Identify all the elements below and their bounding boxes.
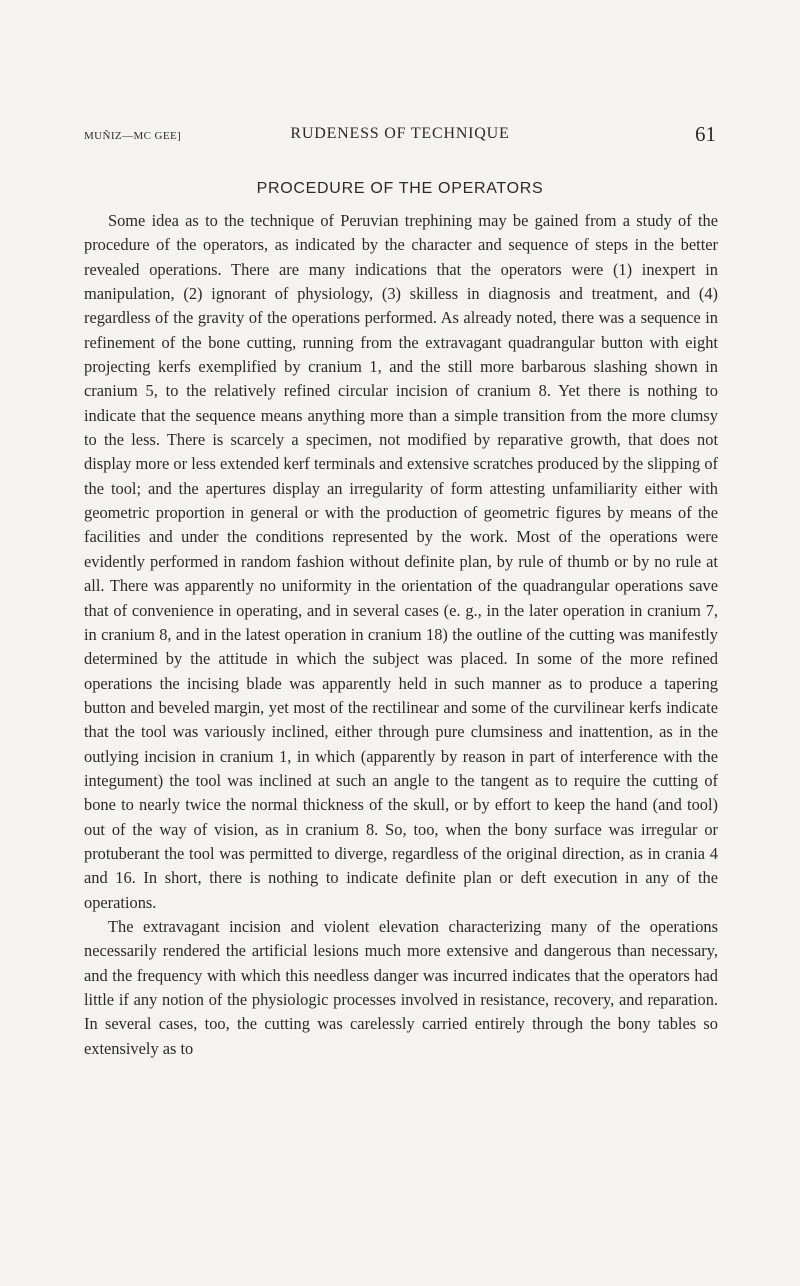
running-head: [84, 122, 716, 150]
page-number: 61: [695, 122, 716, 146]
paragraph-2: The extravagant incision and violent elevation characterizing many of the operations necessarily rendered the artificial lesions much more extensive and dangerous than necessary, and the frequency with which this needless danger was incurred indicates that the operators had little if any notion of the physiologic processes involved in resistance, recovery, and reparation. In several cases, too, the cutting was carelessly carried entirely through the bony tables so extensively as to: [84, 916, 718, 1058]
running-head-title: RUDENESS OF TECHNIQUE: [290, 125, 510, 142]
paragraph-1: Some idea as to the technique of Peruvian trephining may be gained from a study of the procedure of the operators, as indicated by the character and sequence of steps in the better revealed operations. There are many indications that the operators were (1) inexpert in manipulation, (2) ignorant of physiology, (3) skilless in diagnosis and treatment, and (4) regardless of the gravity of the operations performed. As already noted, there was a sequence in refinement of the bone cutting, running from the extravagant quadrangular button with eight projecting kerfs exemplified by cranium 1, and the still more barbarous slashing shown in cranium 5, to the relatively refined circular incision of cranium 8. Yet there is nothing to indicate that the sequence means anything more than a simple transition from the more clumsy to the less. There is scarcely a specimen, not modified by reparative growth, that does not display more or less extended kerf terminals and extensive scratches produced by the slipping of the tool; and the apertures display an irregularity of form attesting unfamiliarity either with geometric proportion in general or with the production of geometric figures by means of the facilities and under the conditions represented by the work. Most of the operations were evidently performed in random fashion without definite plan, by rule of thumb or by no rule at all. There was apparently no uniformity in the orientation of the quadrangular operations save that of convenience in operating, and in several cases (e. g., in the later operation in cranium 7, in cranium 8, and in the latest operation in cranium 18) the outline of the cutting was manifestly determined by the attitude in which the subject was placed. In some of the more refined operations the incising blade was apparently held in such manner as to produce a tapering button and beveled margin, yet most of the rectilinear and some of the curvilinear kerfs indicate that the tool was variously inclined, either through pure clumsiness and inattention, as in the outlying incision in cranium 1, in which (apparently by reason in part of interference with the integument) the tool was inclined at such an angle to the tangent as to require the cutting of bone to nearly twice the normal thickness of the skull, or by effort to keep the hand (and tool) out of the way of vision, as in cranium 8. So, too, when the bony surface was irregular or protuberant the tool was permitted to diverge, regardless of the original direction, as in crania 4 and 16. In short, there is nothing to indicate definite plan or deft execution in any of the operations.: [84, 211, 718, 912]
body-text: [84, 209, 718, 1061]
section-heading: PROCEDURE OF THE OPERATORS: [256, 180, 544, 197]
running-head-authors: MUÑIZ—MC GEE]: [84, 130, 182, 142]
